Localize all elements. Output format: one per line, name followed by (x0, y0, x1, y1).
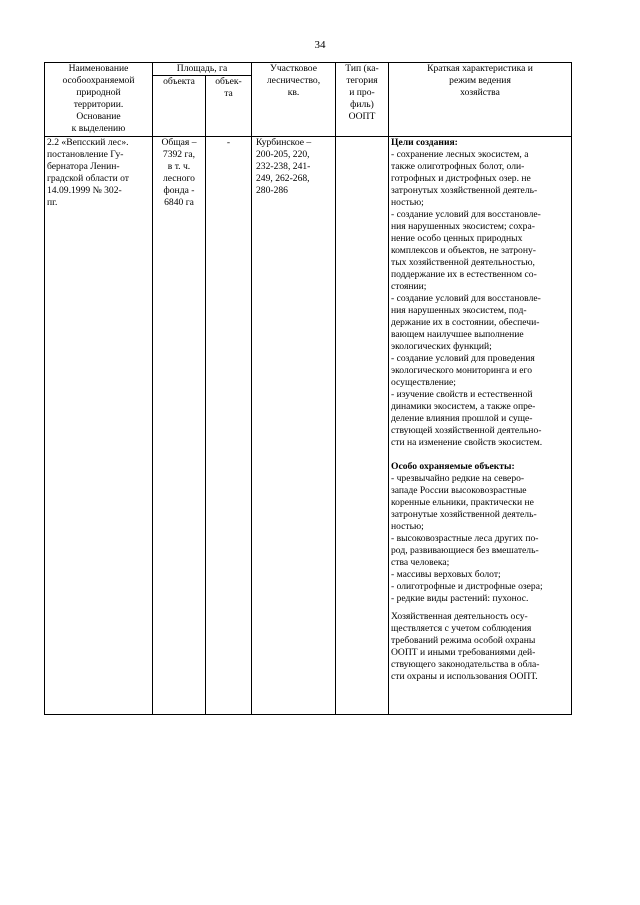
header-description-lines (391, 63, 569, 99)
text-line: затронутых хозяйственной деятель- (391, 185, 538, 196)
text-line: также олиготрофных болот, оли- (391, 161, 525, 172)
text-line: ствующей хозяйственной деятельно- (391, 425, 542, 436)
text-line: к выделению (71, 123, 126, 134)
text-line: вающем наилучшее выполнение (391, 329, 524, 340)
text-line: лесничество, (266, 75, 321, 86)
text-line: - редкие виды растений: пухонос. (391, 593, 529, 604)
text-line: Курбинское – (256, 137, 312, 148)
row-type (336, 137, 389, 715)
row-forestry (252, 137, 336, 715)
text-line: лесного (163, 173, 195, 184)
text-line: 2.2 «Вепсский лес». (47, 137, 129, 148)
header-description (389, 63, 572, 137)
goals-list (391, 149, 569, 449)
header-name (45, 63, 153, 137)
text-line: объек- (215, 76, 242, 87)
text-line: ния нарушенных экосистем, под- (391, 305, 527, 316)
text-line: Основание (76, 111, 121, 122)
text-line: ния нарушенных экосистем; сохра- (391, 221, 535, 232)
header-area-object2 (206, 76, 252, 137)
text-line: нение особо ценных природных (391, 233, 523, 244)
text-line: особоохраняемой (62, 75, 135, 86)
text-line: готрофных и дистрофных озер. не (391, 173, 531, 184)
text-line: объекта (163, 76, 195, 87)
text-line: филь) (350, 99, 374, 110)
text-line: природной (76, 87, 121, 98)
text-line: постановление Гу- (47, 149, 124, 160)
text-line: бернатора Ленин- (47, 161, 120, 172)
text-line: род, развивающиеся без вмешатель- (391, 545, 539, 556)
row-name (45, 137, 153, 715)
text-line: 200-205, 220, (256, 149, 310, 160)
goals-title: Цели создания: (391, 137, 458, 148)
text-line: тых хозяйственной деятельностью, (391, 257, 535, 268)
text-line: Наименование (68, 63, 129, 74)
row-name-lines (47, 137, 150, 209)
text-line: 7392 га, (162, 149, 196, 160)
text-line: та (224, 88, 233, 99)
header-forestry (252, 63, 336, 137)
text-line: тегория (346, 75, 378, 86)
text-line: ностью; (391, 521, 424, 532)
text-line: Участковое (270, 63, 317, 74)
text-line: экологического мониторинга и его (391, 365, 532, 376)
text-line: хозяйства (460, 87, 500, 98)
text-line: - создание условий для восстановле- (391, 209, 541, 220)
text-line: коренные ельники, практически не (391, 497, 534, 508)
text-line: западе России высоковозрастные (391, 485, 527, 496)
text-line: - сохранение лесных экосистем, а (391, 149, 529, 160)
header-area: Площадь, га (153, 63, 252, 76)
header-area-object (153, 76, 206, 137)
objects-title: Особо охраняемые объекты: (391, 461, 515, 472)
text-line: затронутые хозяйственной деятель- (391, 509, 537, 520)
text-line: ществляется с учетом соблюдения (391, 623, 532, 634)
text-line: ства человека; (391, 557, 450, 568)
text-line: сти на изменение свойств экосистем. (391, 437, 543, 448)
text-line: - массивы верховых болот; (391, 569, 501, 580)
text-line: кв. (287, 87, 300, 98)
text-line: - изучение свойств и естественной (391, 389, 533, 400)
text-line: комплексов и объектов, не затрону- (391, 245, 536, 256)
territory-table (44, 62, 572, 715)
text-line: требований режима особой охраны (391, 635, 536, 646)
text-line: территории. (73, 99, 124, 110)
page-number: 34 (314, 39, 326, 51)
text-line: ностью; (391, 197, 424, 208)
header-forestry-lines (254, 63, 333, 99)
text-line: держание их в состоянии, обеспечи- (391, 317, 540, 328)
text-line: осуществление; (391, 377, 456, 388)
text-line: - чрезвычайно редкие на северо- (391, 473, 525, 484)
row-area-object (153, 137, 206, 715)
text-line: 14.09.1999 № 302- (47, 185, 122, 196)
text-line: сти охраны и использования ООПТ. (391, 671, 538, 682)
text-line: градской области от (47, 173, 129, 184)
text-line: деление влияния прошлой и суще- (391, 413, 533, 424)
text-line: Хозяйственная деятельность осу- (391, 611, 528, 622)
text-line: 6840 га (164, 197, 194, 208)
row-area-object-lines (155, 137, 203, 209)
text-line: динамики экосистем, а также опре- (391, 401, 536, 412)
text-line: ООПТ и иными требованиями дей- (391, 647, 536, 658)
text-line: пг. (47, 197, 58, 208)
text-line: в т. ч. (167, 161, 191, 172)
activity-text (391, 611, 569, 683)
text-line: Краткая характеристика и (427, 63, 533, 74)
text-line: ствующего законодательства в обла- (391, 659, 540, 670)
row-forestry-lines (256, 137, 333, 197)
text-line: ООПТ (348, 111, 376, 122)
text-line: стоянии; (391, 281, 427, 292)
text-line: - олиготрофные и дистрофные озера; (391, 581, 543, 592)
text-line: поддержание их в естественном со- (391, 269, 537, 280)
text-line: 249, 262-268, (256, 173, 310, 184)
text-line: и про- (349, 87, 375, 98)
header-area-object2-lines (208, 76, 249, 100)
text-line: Тип (ка- (345, 63, 379, 74)
row-area-object2: - (206, 137, 252, 715)
text-line: 280-286 (256, 185, 288, 196)
text-line: фонда - (163, 185, 195, 196)
text-line: экологических функций; (391, 341, 492, 352)
text-line: Общая – (161, 137, 197, 148)
text-line: - создание условий для проведения (391, 353, 535, 364)
text-line: 232-238, 241- (256, 161, 311, 172)
header-name-lines (47, 63, 150, 135)
header-type-lines (338, 63, 386, 123)
row-description (389, 137, 572, 715)
text-line: режим ведения (449, 75, 511, 86)
objects-list (391, 473, 569, 605)
header-area-object-lines (155, 76, 203, 88)
text-line: - создание условий для восстановле- (391, 293, 541, 304)
text-line: - высоковозрастные леса других по- (391, 533, 539, 544)
header-type (336, 63, 389, 137)
